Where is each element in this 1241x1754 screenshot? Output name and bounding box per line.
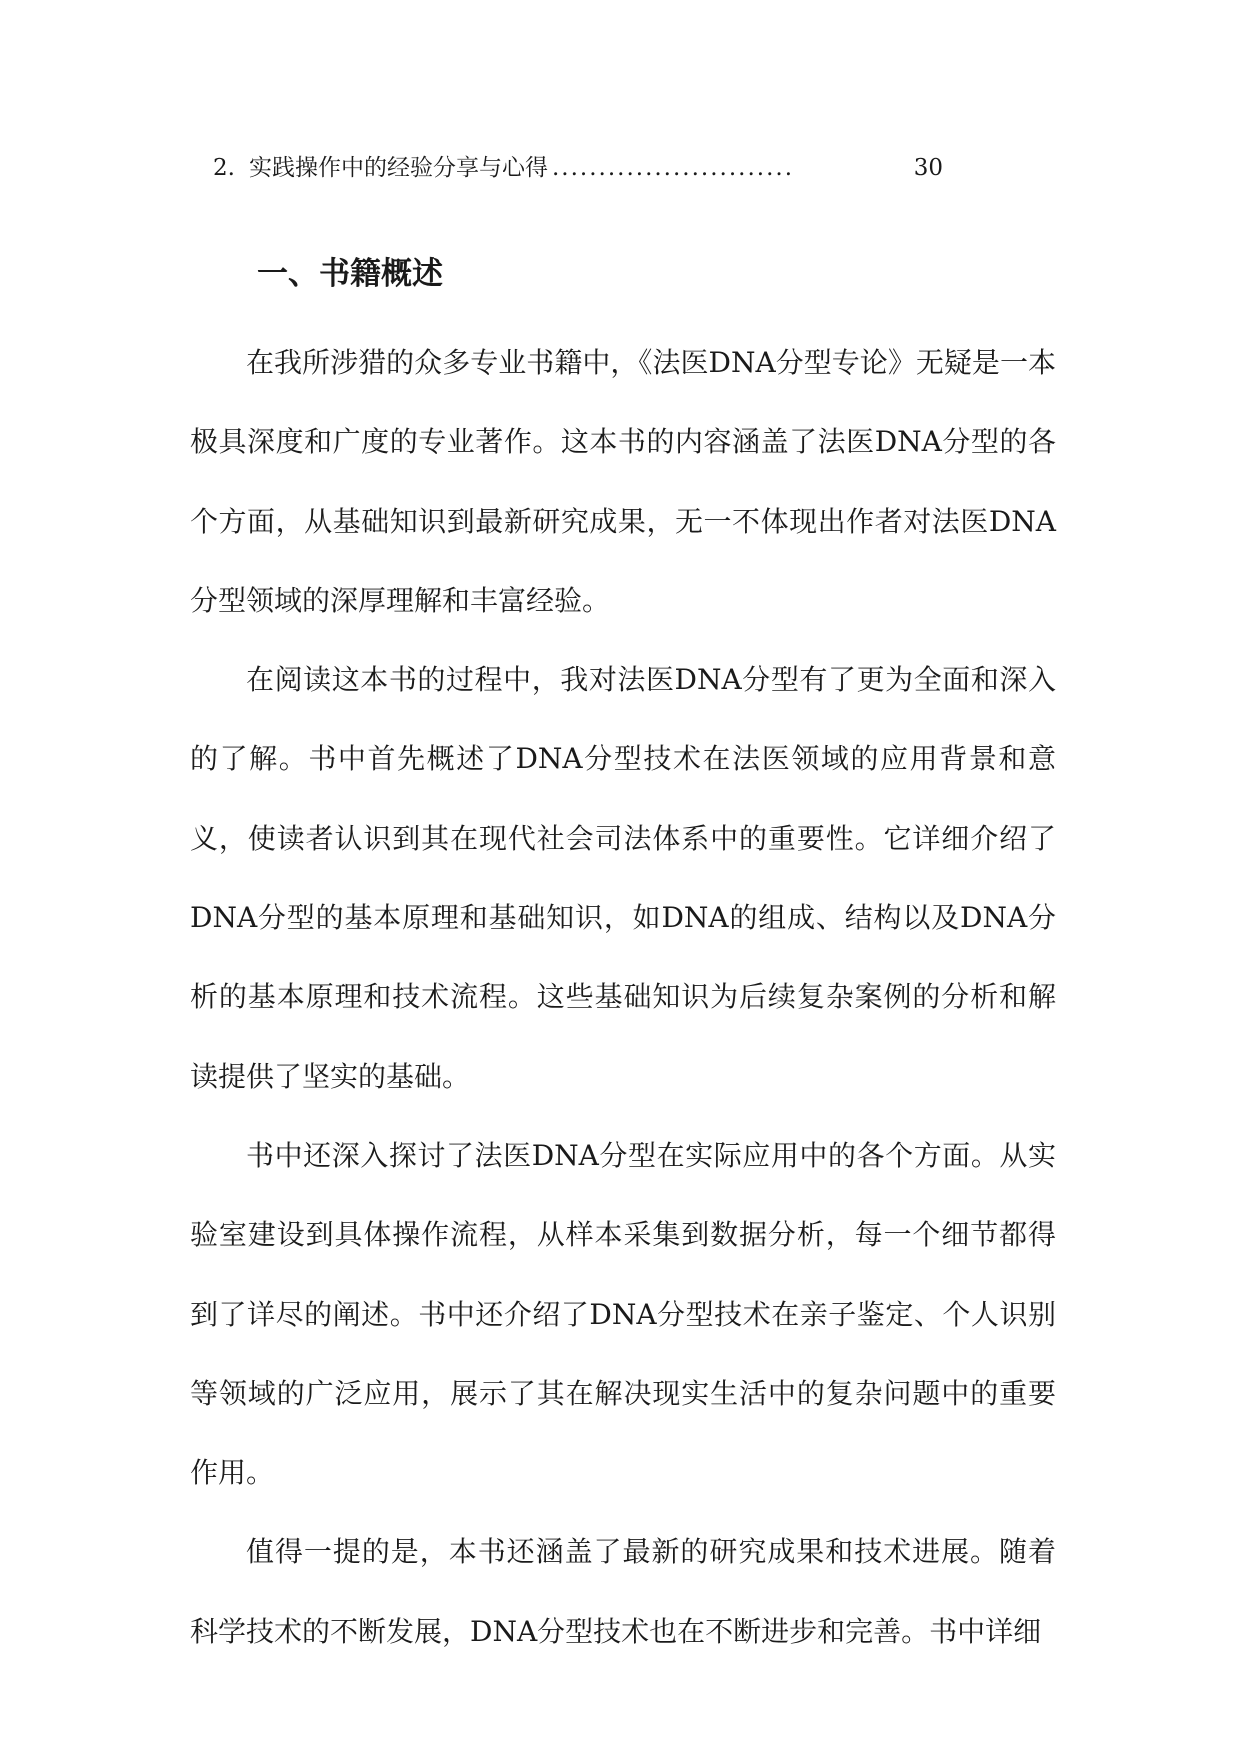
paragraph-3: 书中还深入探讨了法医DNA分型在实际应用中的各个方面。从实验室建设到具体操作流程，从样本采集到数据分析，每一个细节都得到了详尽的阐述。书中还介绍了DNA分型技术在亲子鉴定、个人识别等领域的广泛应用，展示了其在解决现实生活中的复杂问题中的重要作用。 [190, 1138, 1056, 1490]
toc-entry-number: 2. [213, 155, 235, 181]
section-heading: 一、书籍概述 [257, 256, 443, 292]
paragraph-2: 在阅读这本书的过程中，我对法医DNA分型有了更为全面和深入的了解。书中首先概述了DNA分型技术在法医领域的应用背景和意义，使读者认识到其在现代社会司法体系中的重要性。它详细介绍了DNA分型的基本原理和基础知识，如DNA的组成、结构以及DNA分析的基本原理和技术流程。这些基础知识为后续复杂案例的分析和解读提供了坚实的基础。 [190, 663, 1056, 1093]
section-body [190, 323, 1056, 1671]
toc-leader-dots: .......................... [551, 155, 795, 181]
paragraph-4: 值得一提的是，本书还涵盖了最新的研究成果和技术进展。随着科学技术的不断发展，DNA分型技术也在不断进步和完善。书中详细 [190, 1535, 1056, 1648]
paragraph-1: 在我所涉猎的众多专业书籍中，《法医DNA分型专论》无疑是一本极具深度和广度的专业著作。这本书的内容涵盖了法医DNA分型的各个方面，从基础知识到最新研究成果，无一不体现出作者对法医DNA分型领域的深厚理解和丰富经验。 [190, 346, 1056, 617]
toc-entry[interactable] [213, 150, 943, 186]
toc-entry-page-number: 30 [913, 155, 943, 181]
toc-entry-title: 实践操作中的经验分享与心得 [248, 155, 548, 181]
